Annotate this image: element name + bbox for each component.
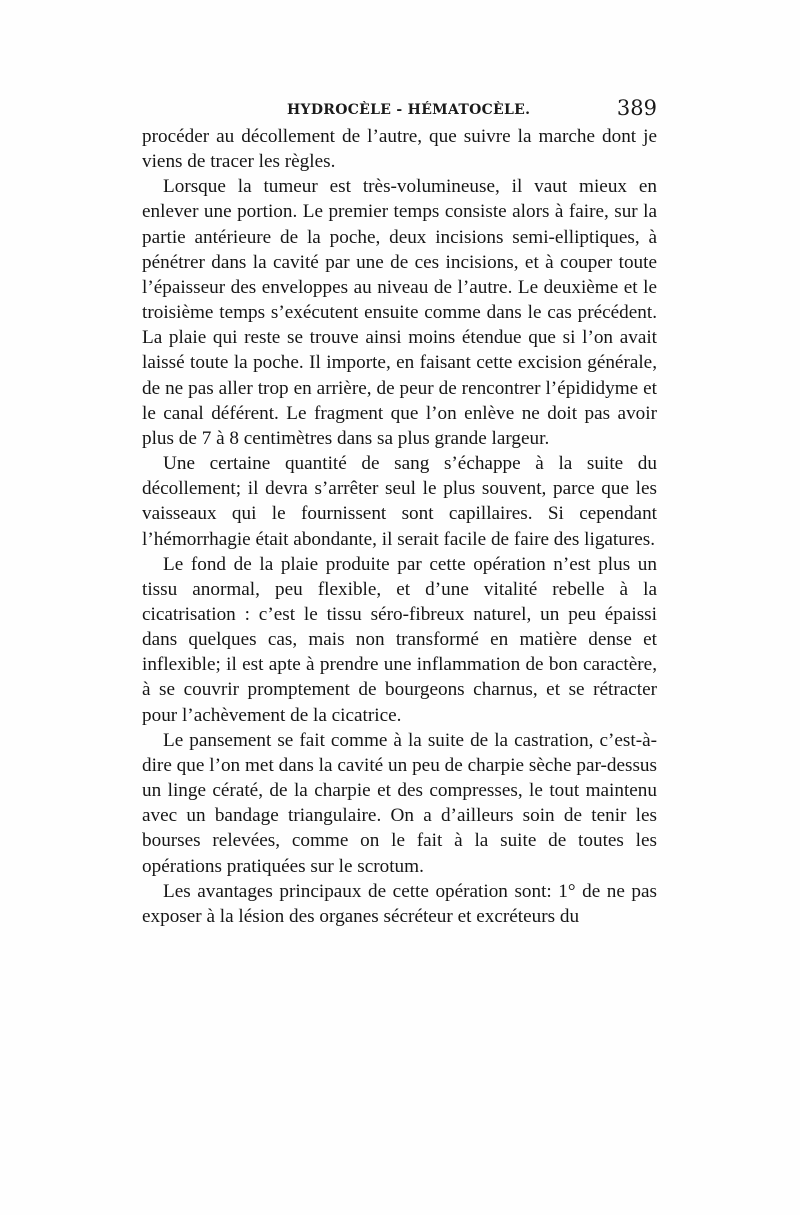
paragraph-bleeding: Une certaine quantité de sang s’échappe à la suite du décollement; il devra s’arrêter seul le plus souvent, parce que les vaisseaux qui le fournissent sont capillaires. Si cependant l’hémorrhagie était abondante, il serait facile de faire des ligatures. <box>142 453 657 550</box>
paragraph-advantages: Les avantages principaux de cette opération sont: 1° de ne pas exposer à la lésion des organes sécréteur et excréteurs du <box>142 880 657 927</box>
paragraph-continuation: procéder au décollement de l’autre, que suivre la marche dont je viens de tracer les règles. <box>142 126 657 173</box>
page-number: 389 <box>616 96 657 120</box>
body-text <box>142 124 657 929</box>
running-title: HYDROCÈLE - HÉMATOCÈLE. <box>287 102 531 118</box>
paragraph-tumor-volume: Lorsque la tumeur est très-volumineuse, il vaut mieux en enlever une portion. Le premier temps consiste alors à faire, sur la partie antérieure de la poche, deux incisions semi-elliptiques, à pénétrer dans la cavité par une de ces incisions, et à couper toute l’épaisseur des enveloppes au niveau de l’autre. Le deuxième et le troisième temps s’exécutent ensuite comme dans le cas précédent. La plaie qui reste se trouve ainsi moins étendue que si l’on avait laissé toute la poche. Il importe, en faisant cette excision générale, de ne pas aller trop en arrière, de peur de rencontrer l’épididyme et le canal déférent. Le fragment que l’on enlève ne doit pas avoir plus de 7 à 8 centimètres dans sa plus grande largeur. <box>142 176 657 449</box>
running-head <box>142 98 657 126</box>
paragraph-dressing: Le pansement se fait comme à la suite de la castration, c’est-à-dire que l’on met dans la cavité un peu de charpie sèche par-dessus un linge cératé, de la charpie et des compresses, le tout maintenu avec un bandage triangulaire. On a d’ailleurs soin de tenir les bourses relevées, comme on le fait à la suite de toutes les opérations pratiquées sur le scrotum. <box>142 729 657 877</box>
paragraph-wound-floor: Le fond de la plaie produite par cette opération n’est plus un tissu anormal, peu flexible, et d’une vitalité rebelle à la cicatrisation : c’est le tissu séro-fibreux naturel, un peu épaissi dans quelques cas, mais non transformé en matière dense et inflexible; il est apte à prendre une inflammation de bon caractère, à se couvrir promptement de bourgeons charnus, et se rétracter pour l’achèvement de la cicatrice. <box>142 553 657 726</box>
